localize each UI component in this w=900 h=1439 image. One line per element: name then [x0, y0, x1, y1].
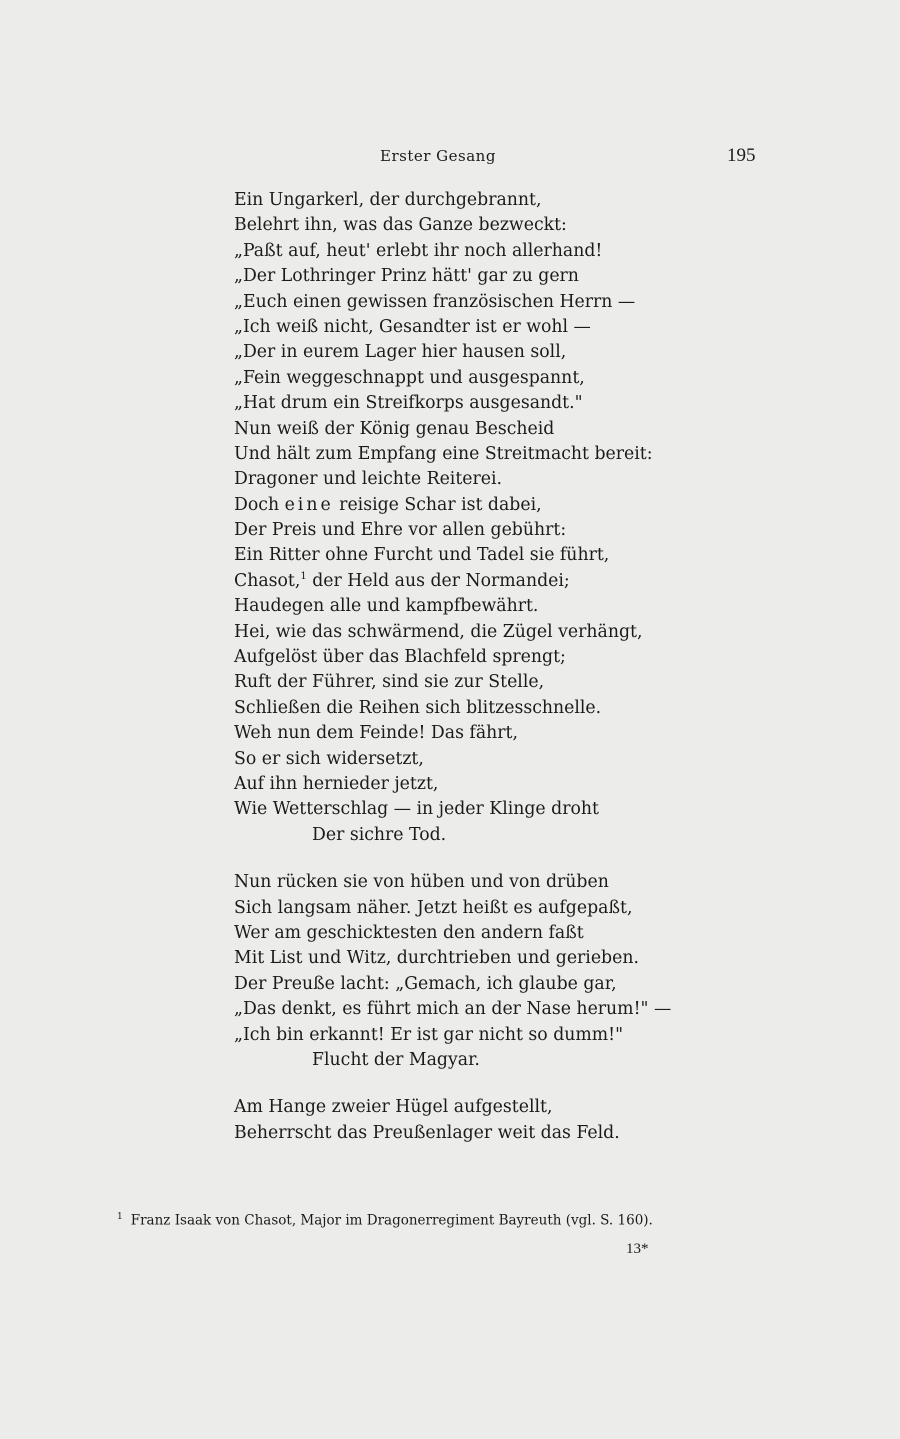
- line-segment: reisige Schar ist dabei,: [333, 494, 542, 515]
- poem-line: Ein Ungarkerl, der durchgebrannt,: [234, 190, 542, 210]
- poem-line: „Ich bin erkannt! Er ist gar nicht so dumm!": [234, 1024, 624, 1045]
- poem-line: Schließen die Reihen sich blitzesschnelle.: [234, 697, 602, 718]
- poem-line: Beherrscht das Preußenlager weit das Feld.: [234, 1122, 620, 1143]
- poem-line: „Fein weggeschnappt und ausgespannt,: [234, 367, 585, 388]
- poem-line: Nun rücken sie von hüben und von drüben: [234, 872, 609, 893]
- poem-line: Der Preis und Ehre vor allen gebührt:: [234, 520, 567, 541]
- stanza: [234, 188, 694, 848]
- footnote-marker: 1: [117, 1212, 123, 1222]
- poem-line: Aufgelöst über das Blachfeld sprengt;: [234, 647, 566, 668]
- running-title: Erster Gesang: [380, 147, 496, 165]
- line-segment: der Held aus der Normandei;: [306, 570, 570, 591]
- line-segment: Doch: [234, 494, 285, 515]
- page-header: [0, 145, 900, 169]
- poem-line: Belehrt ihn, was das Ganze bezweckt:: [234, 215, 567, 236]
- footnote-text: Franz Isaak von Chasot, Major im Dragonerregiment Bayreuth (vgl. S. 160).: [130, 1212, 653, 1229]
- poem-line: „Der Lothringer Prinz hätt' gar zu gern: [234, 266, 579, 287]
- poem-line: „Der in eurem Lager hier hausen soll,: [234, 342, 567, 363]
- line-segment: Chasot,: [234, 570, 301, 591]
- poem-line: „Das denkt, es führt mich an der Nase herum!" —: [234, 999, 672, 1020]
- stanza-gap: [234, 1073, 694, 1095]
- poem-line: Der Preuße lacht: „Gemach, ich glaube gar,: [234, 973, 617, 994]
- poem-line: [234, 569, 694, 594]
- poem-line: So er sich widersetzt,: [234, 748, 424, 769]
- poem-line: Sich langsam näher. Jetzt heißt es aufgepaßt,: [234, 897, 633, 918]
- poem-line: „Ich weiß nicht, Gesandter ist er wohl —: [234, 316, 591, 337]
- poem-line: „Hat drum ein Streifkorps ausgesandt.": [234, 393, 583, 414]
- poem-line: Dragoner und leichte Reiterei.: [234, 469, 503, 490]
- poem-line: „Paßt auf, heut' erlebt ihr noch allerhand!: [234, 240, 603, 261]
- poem-line: Und hält zum Empfang eine Streitmacht bereit:: [234, 443, 653, 464]
- stanza-gap: [234, 848, 694, 870]
- poem-line: Der sichre Tod.: [312, 824, 447, 845]
- poem-body: [234, 188, 694, 1146]
- poem-line: Mit List und Witz, durchtrieben und gerieben.: [234, 948, 639, 969]
- emphasized-word: eine: [284, 494, 334, 515]
- footnote-reference[interactable]: 1: [300, 571, 307, 583]
- printer-signature-mark: 13*: [626, 1241, 649, 1257]
- poem-line: Auf ihn hernieder jetzt,: [234, 773, 439, 794]
- poem-line: Haudegen alle und kampfbewährt.: [234, 596, 539, 617]
- poem-line: Weh nun dem Feinde! Das fährt,: [234, 723, 518, 744]
- footnote: [117, 1212, 737, 1229]
- poem-line: [234, 493, 694, 518]
- poem-line: Nun weiß der König genau Bescheid: [234, 418, 555, 439]
- poem-line: Wer am geschicktesten den andern faßt: [234, 922, 584, 943]
- stanza: [234, 870, 694, 1073]
- poem-line: Hei, wie das schwärmend, die Zügel verhängt,: [234, 621, 643, 642]
- stanza: [234, 1095, 694, 1146]
- page-number: 195: [727, 145, 756, 166]
- poem-line: Ruft der Führer, sind sie zur Stelle,: [234, 672, 545, 693]
- poem-line: Flucht der Magyar.: [312, 1049, 480, 1070]
- poem-line: Ein Ritter ohne Furcht und Tadel sie führt,: [234, 545, 610, 566]
- poem-line: Wie Wetterschlag — in jeder Klinge droht: [234, 799, 599, 820]
- poem-line: Am Hange zweier Hügel aufgestellt,: [234, 1097, 553, 1118]
- poem-line: „Euch einen gewissen französischen Herrn —: [234, 291, 636, 312]
